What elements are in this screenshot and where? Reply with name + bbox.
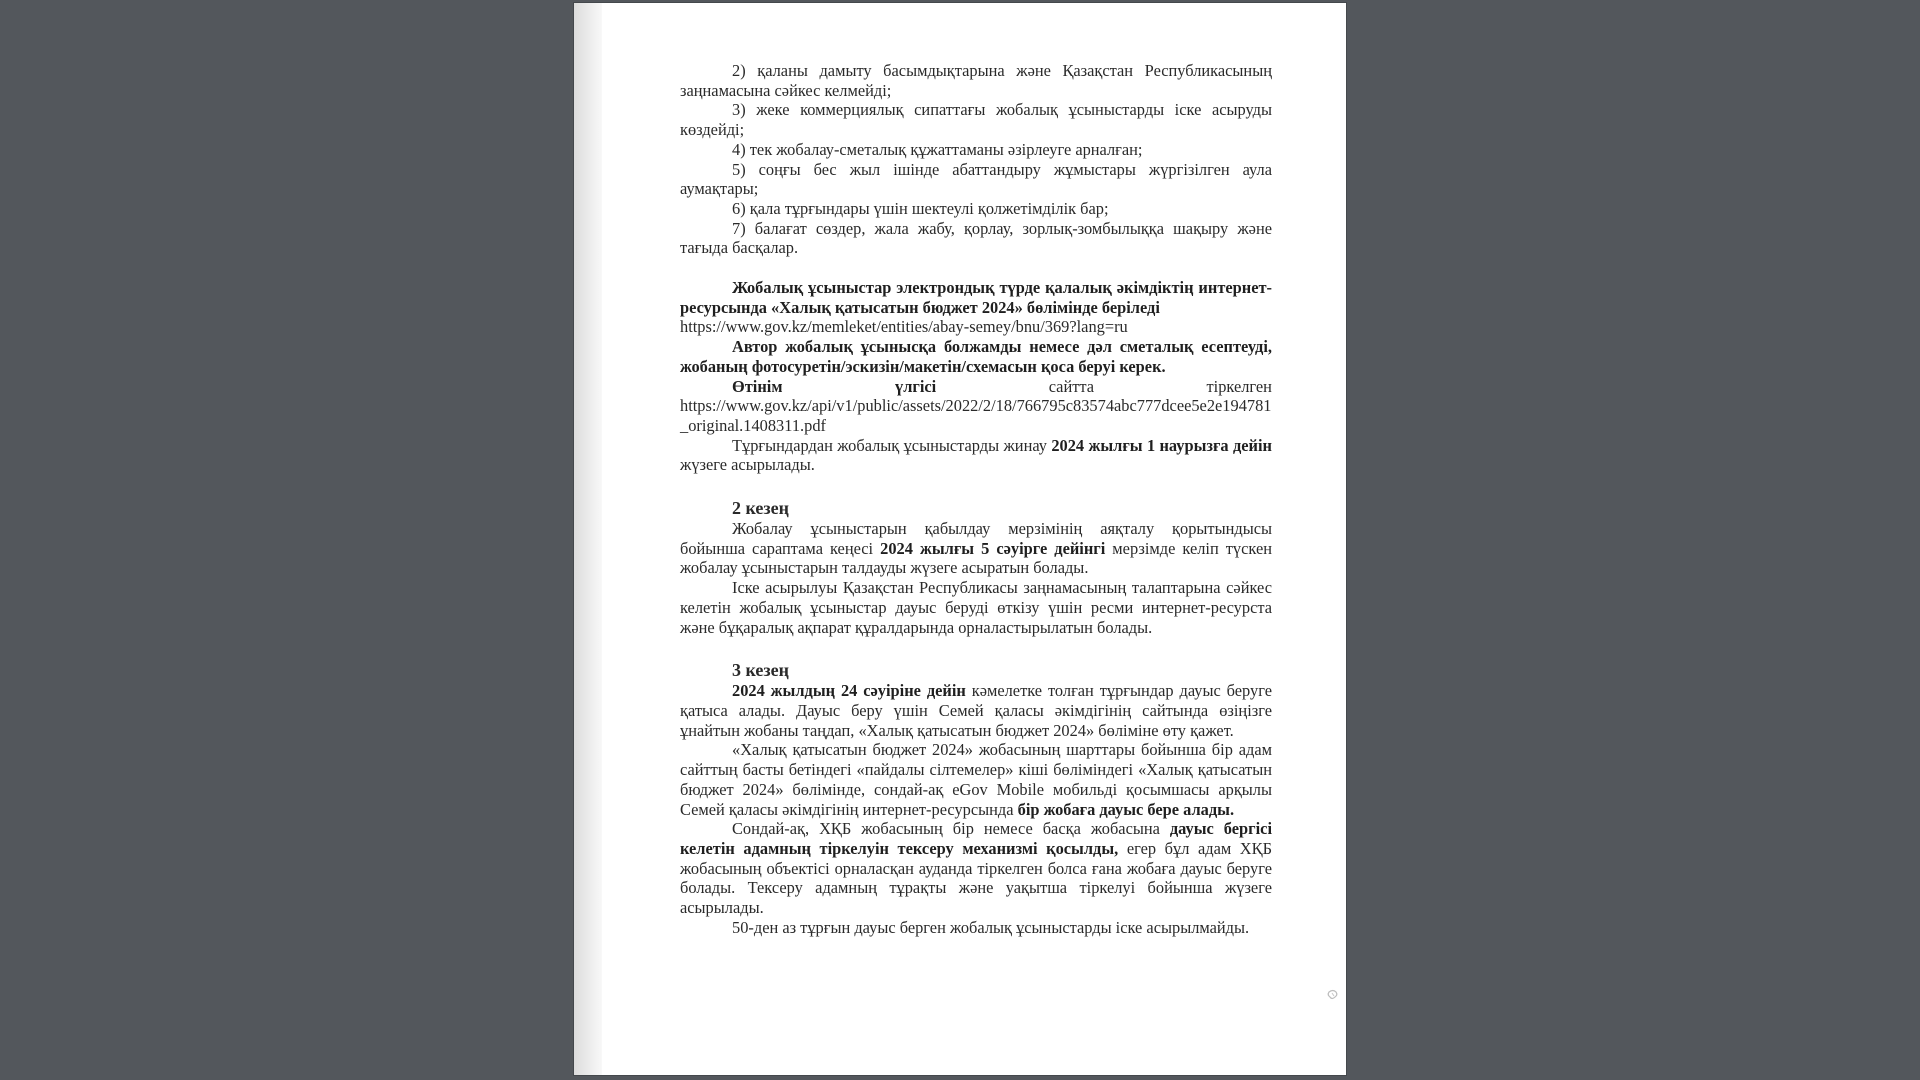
text-run: кәмелетке толған тұрғындар дауыс беруге қатыса алады. Дауыс беру үшін Семей қаласы әкімдігінің сайтында өзіңізге ұнайтын жобаны таңдап, «Халық қатысатын бюджет 2024» бөліміне өту қажет. xyxy=(680,681,1272,740)
deadline-bold: 2024 жылғы 5 сәуірге дейінгі xyxy=(880,538,1106,558)
template-word: сайтта xyxy=(1048,376,1095,396)
list-number: 6) xyxy=(732,198,750,218)
text-run: егер бұл адам ХҚБ жобасының объектісі орналасқан ауданда тіркелген болса ғана жобаға дауыс беруге болады. Тексеру адамның тұрақты және уақытша тіркелуі бойынша жүзеге асырылады. xyxy=(680,838,1272,918)
template-word: үлгісі xyxy=(895,376,937,396)
text-run: Сондай-ақ, ХҚБ жобасының бір немесе басқа жобасына xyxy=(732,819,1170,839)
submission-link[interactable]: https://www.gov.kz/memleket/entities/abay-semey/bnu/369?lang=ru xyxy=(680,317,1128,337)
stage-2-paragraph: Іске асырылуы Қазақстан Республикасы заңнамасының талаптарына сәйкес келетін жобалық ұсыныстар дауыс беруді өткізу үшін ресми интернет-ресурста және бұқаралық ақпарат құралдарында орналастырылатын болады. xyxy=(680,578,1272,637)
collection-paragraph xyxy=(680,436,1272,475)
list-number: 4) xyxy=(732,139,750,159)
scan-smudge-icon xyxy=(1326,988,1340,1002)
template-word: тіркелген xyxy=(1206,376,1272,396)
stage-3-paragraph xyxy=(680,681,1272,740)
text-run: Тұрғындардан жобалық ұсыныстарды жинау xyxy=(732,435,1052,455)
list-item xyxy=(680,140,1272,160)
list-number: 3) xyxy=(732,100,757,120)
document-body xyxy=(680,61,1272,937)
deadline-bold: 2024 жылдың 24 сәуіріне дейін xyxy=(732,681,966,701)
text-run: мерзімде келіп түскен жобалау ұсыныстарын талдауды жүзеге асыратын болады. xyxy=(680,538,1272,578)
list-number: 2) xyxy=(732,61,758,80)
list-number: 5) xyxy=(732,159,759,179)
stage-2-paragraph xyxy=(680,519,1272,578)
list-text: қаланы дамыту басымдықтарына және Қазақстан Республикасының заңнамасына сәйкес келмейді; xyxy=(680,61,1272,100)
author-requirement-text: Автор жобалық ұсынысқа болжамды немесе дәл сметалық есептеуді, жобаның фотосуретін/эскизін/макетін/схемасын қоса беруі керек. xyxy=(680,337,1272,376)
stage-3-paragraph xyxy=(680,819,1272,918)
list-text: соңғы бес жыл ішінде абаттандыру жұмыстары жүргізілген аула аумақтары; xyxy=(680,159,1272,199)
list-item xyxy=(680,199,1272,219)
list-text: тек жобалау-сметалық құжаттаманы әзірлеуге арналған; xyxy=(749,139,1143,159)
text-run: «Халық қатысатын бюджет 2024» жобасының шарттары бойынша бір адам сайттың басты бетіндегі «пайдалы сілтемелер» кіші бөліміндегі «Халық қатысатын бюджет 2024» бөлімінде, сондай-ақ eGov Mobile мобильді қосымшасы арқылы Семей қаласы әкімдігінің интернет-ресурсында xyxy=(680,740,1272,819)
text-run: Жобалау ұсыныстарын қабылдау мерзімінің аяқталу қорытындысы бойынша сараптама кеңесі xyxy=(680,519,1272,558)
deadline-bold: 2024 жылғы 1 наурызға дейін xyxy=(1051,435,1272,455)
spacer xyxy=(680,475,1272,497)
list-item xyxy=(680,219,1272,258)
template-link-paragraph xyxy=(680,396,1272,435)
spacer xyxy=(680,258,1272,278)
stage-3-paragraph xyxy=(680,740,1272,819)
list-number: 7) xyxy=(732,218,755,238)
bold-run: бір жобаға дауыс бере алады. xyxy=(1017,799,1235,819)
list-text: балағат сөздер, жала жабу, қорлау, зорлық-зомбылыққа шақыру және тағыда басқалар. xyxy=(680,218,1272,258)
list-item xyxy=(680,100,1272,139)
template-word: Өтінім xyxy=(732,376,783,396)
list-text: қала тұрғындары үшін шектеулі қолжетімділік бар; xyxy=(749,198,1109,218)
author-requirement-paragraph xyxy=(680,337,1272,376)
list-text: жеке коммерциялық сипаттағы жобалық ұсыныстарды іске асыруды көздейді; xyxy=(680,100,1272,140)
submission-bold-text: Жобалық ұсыныстар электрондық түрде қалалық әкімдіктің интернет-ресурсында «Халық қатысатын бюджет 2024» бөлімінде беріледі xyxy=(680,278,1272,317)
list-item xyxy=(680,61,1272,100)
document-page xyxy=(574,3,1346,1075)
scan-edge-shadow xyxy=(574,3,602,1075)
bold-run: дауыс бергісі келетін адамның тіркелуін тексеру механизмі қосылды, xyxy=(680,819,1272,858)
submission-paragraph xyxy=(680,278,1272,337)
stage-3-heading: 3 кезең xyxy=(732,660,790,681)
list-item xyxy=(680,160,1272,199)
stage-3-paragraph: 50-ден аз тұрғын дауыс берген жобалық ұсыныстарды іске асырылмайды. xyxy=(732,917,1250,937)
stage-2-heading: 2 кезең xyxy=(732,498,790,519)
text-run: жүзеге асырылады. xyxy=(680,455,815,475)
spacer xyxy=(680,637,1272,659)
template-link[interactable]: https://www.gov.kz/api/v1/public/assets/2022/2/18/766795c83574abc777dcee5e2e194781_original.1408311.pdf xyxy=(680,396,1272,435)
template-label-line xyxy=(680,377,1272,397)
